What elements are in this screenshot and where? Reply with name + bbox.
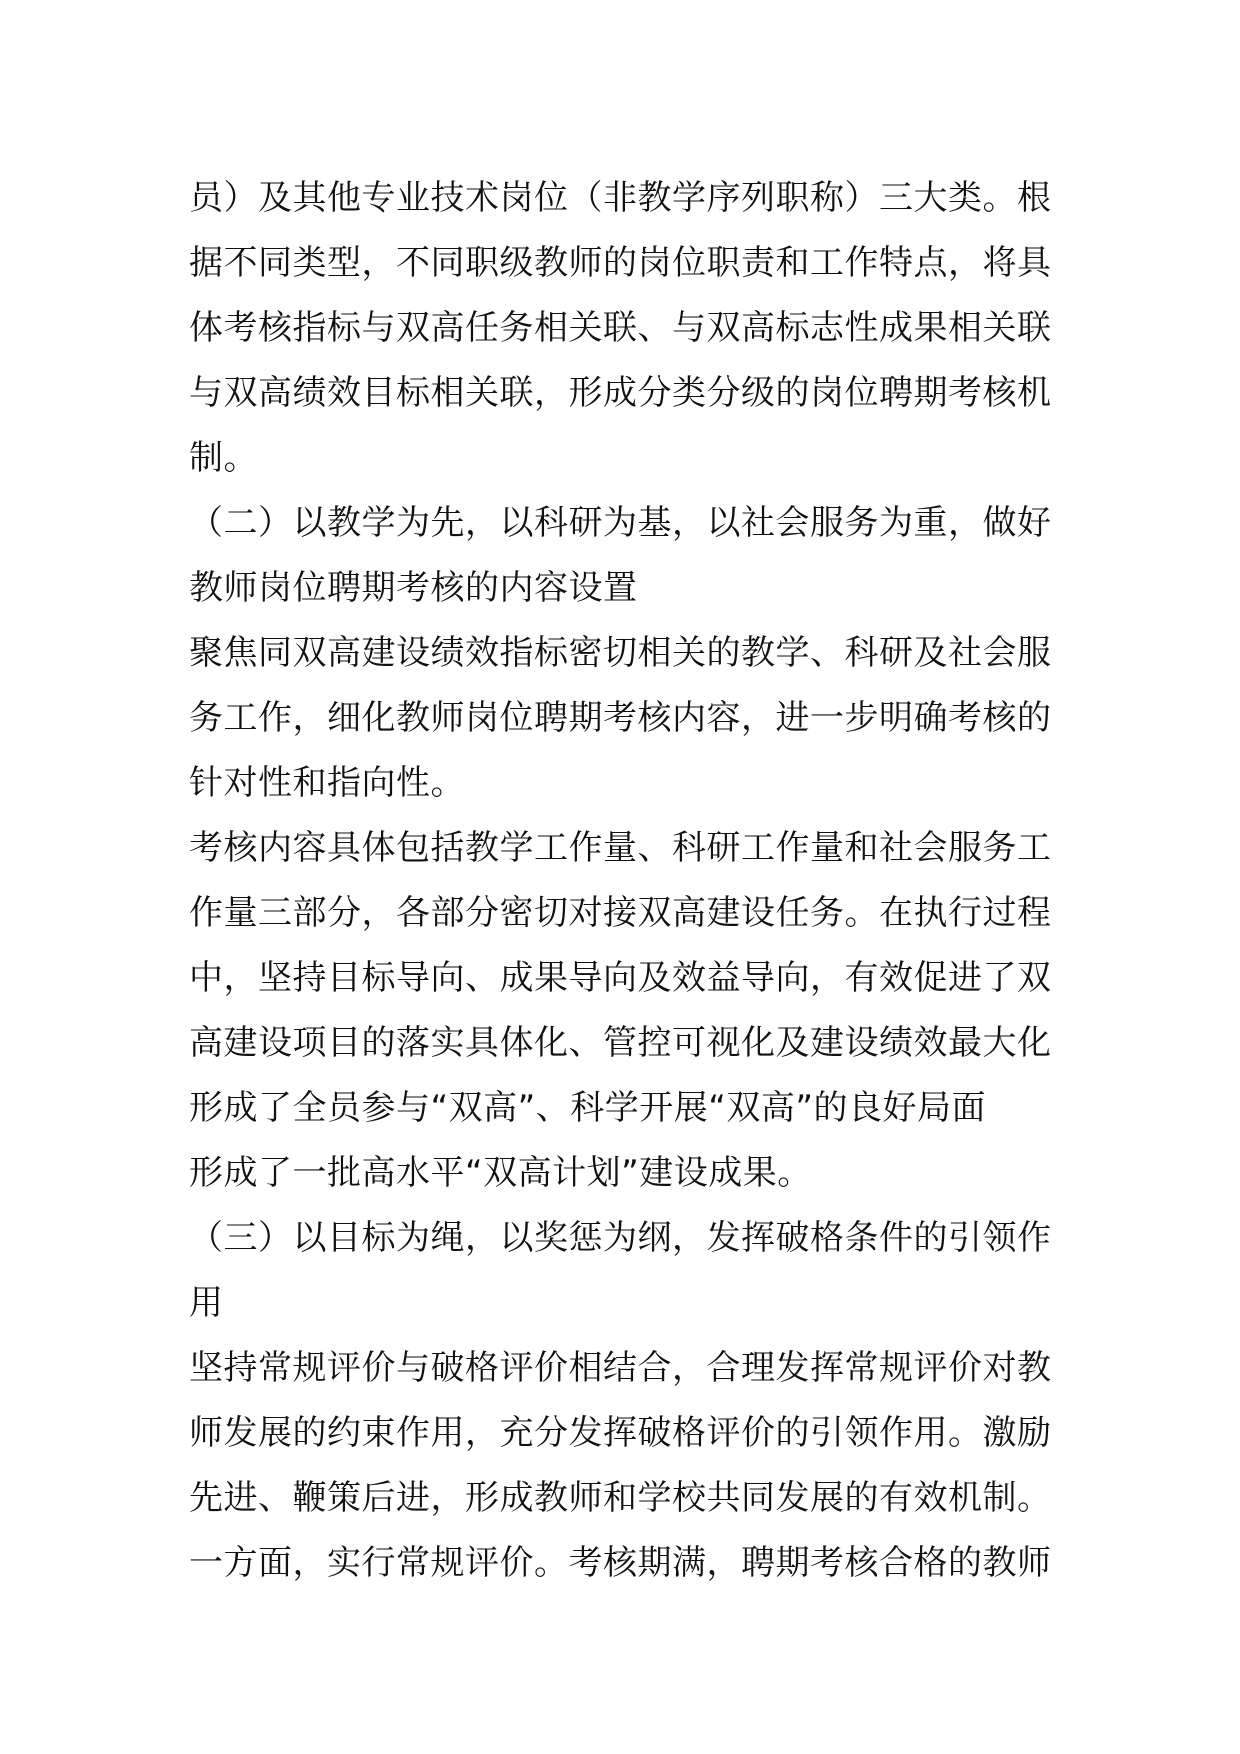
text-line: 作量三部分，各部分密切对接双高建设任务。在执行过程: [189, 893, 1052, 933]
text-line: 形成了一批高水平“双高计划”建设成果。: [189, 1153, 812, 1193]
section-heading-line: （三）以目标为绳，以奖惩为纲，发挥破格条件的引领作: [189, 1218, 1052, 1258]
text-line: 师发展的约束作用，充分发挥破格评价的引领作用。激励: [189, 1413, 1052, 1453]
text-line: 聚焦同双高建设绩效指标密切相关的教学、科研及社会服: [189, 633, 1052, 673]
section-heading-line: 用: [189, 1283, 224, 1323]
text-line: 中，坚持目标导向、成果导向及效益导向，有效促进了双: [189, 958, 1052, 998]
text-line: 高建设项目的落实具体化、管控可视化及建设绩效最大化: [189, 1023, 1052, 1063]
text-line: 务工作，细化教师岗位聘期考核内容，进一步明确考核的: [189, 698, 1052, 738]
section-heading-line: （二）以教学为先，以科研为基，以社会服务为重，做好: [189, 503, 1052, 543]
text-line: 针对性和指向性。: [189, 763, 465, 803]
text-line: 一方面，实行常规评价。考核期满，聘期考核合格的教师: [189, 1543, 1052, 1583]
section-heading-line: 教师岗位聘期考核的内容设置: [189, 568, 638, 608]
text-line: 体考核指标与双高任务相关联、与双高标志性成果相关联: [189, 308, 1052, 348]
text-line: 形成了全员参与“双高”、科学开展“双高”的良好局面: [189, 1088, 986, 1128]
text-line: 考核内容具体包括教学工作量、科研工作量和社会服务工: [189, 828, 1052, 868]
text-line: 与双高绩效目标相关联，形成分类分级的岗位聘期考核机: [189, 373, 1052, 413]
text-line: 员）及其他专业技术岗位（非教学序列职称）三大类。根: [189, 178, 1052, 218]
text-line: 制。: [189, 438, 258, 478]
text-line: 据不同类型，不同职级教师的岗位职责和工作特点，将具: [189, 243, 1052, 283]
body-text: [189, 166, 1059, 1596]
text-line: 坚持常规评价与破格评价相结合，合理发挥常规评价对教: [189, 1348, 1052, 1388]
text-line: 先进、鞭策后进，形成教师和学校共同发展的有效机制。: [189, 1478, 1052, 1518]
